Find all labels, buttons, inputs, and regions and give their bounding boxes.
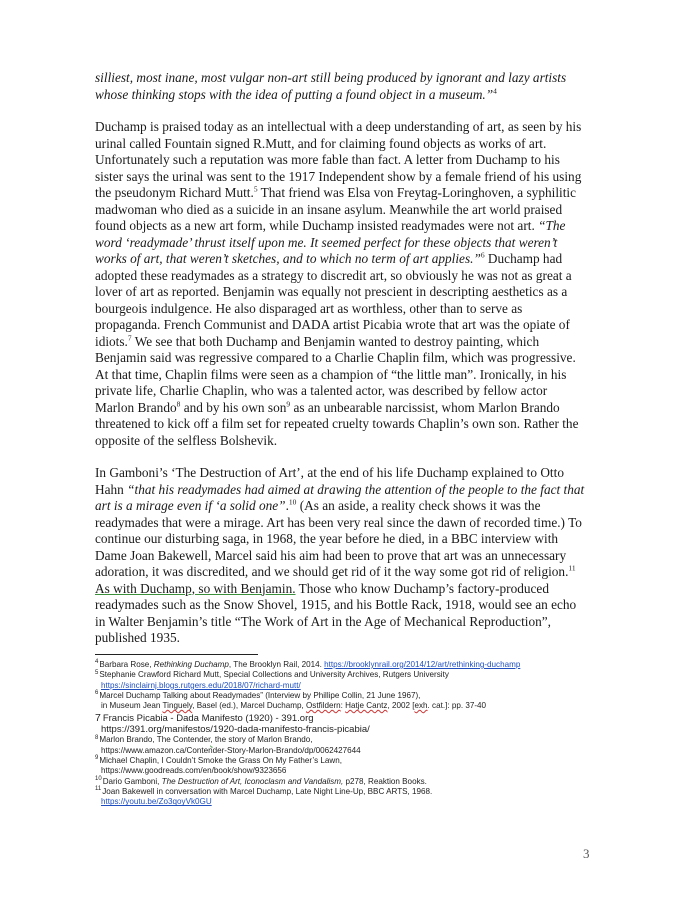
paragraph-3 (95, 465, 589, 647)
footnote-number: 9 (95, 755, 99, 762)
footnote-text: , The Brooklyn Rail, 2014. (228, 660, 325, 669)
footnote-10 (95, 777, 589, 787)
text-run: as an unbearable narcissist, whom Marlon Brando threatened to kick off a film set for repeated cruelty towards Chaplin’s own son. Rather the opposite of the selfless Bolshevik. (95, 399, 579, 448)
footnote-6 (95, 691, 589, 712)
body-text (95, 70, 589, 647)
footnote-title: Rethinking Duchamp (153, 660, 229, 669)
text-run: We see that both Duchamp and Benjamin wanted to destroy painting, which Benjamin said was regressive compared to a Charlie Chaplin film, which was progressive. At that time, Chaplin films were seen as a champion of “the little man”. Ironically, in his private life, Charlie Chaplin, who was a talented actor, was described by fellow actor Marlon Brando (95, 333, 576, 415)
footnote-8 (95, 735, 589, 756)
quote-text: silliest, most inane, most vulgar non-art still being produced by ignorant and lazy artists whose thinking stops with the idea of putting a found object in a museum.” (95, 70, 567, 102)
footnote-text: p278, Reaktion Books. (343, 776, 427, 786)
footnote-text: Marlon Brando, The Contender (99, 735, 211, 745)
text-run: That friend was Elsa von Freytag-Loringhoven, a syphilitic madwoman who died as a suicide in an insane asylum. Meanwhile the art world praised found objects as a new art form, while Duchamp insisted readymades were not art. (95, 185, 576, 233)
footnote-text: the story of Marlon Brando, (212, 735, 313, 745)
footnote-ref[interactable]: 4 (493, 86, 497, 96)
footnote-url: https://www.amazon.ca/Contender-Story-Marlon-Brando/dp/0062427644 (101, 745, 361, 755)
text-run: Duchamp had adopted these readymades as a strategy to discredit art, so obviously he was not as great a lover of art as reported. Benjamin was equally not prescient in descripting aesthetics as a bourgeois indulgence. He also disparaged art as worthless, other than to serve as propaganda. French Communist and DADA artist Picabia wrote that art was the opiate of idiots. (95, 251, 572, 349)
footnote-text: , 2002 [ (387, 701, 415, 711)
paragraph-1 (95, 70, 589, 103)
footnote-text: : (340, 701, 346, 711)
footnote-11 (95, 787, 589, 808)
footnote-ref[interactable]: 5 (253, 184, 258, 194)
footnote-title: The Destruction of Art, Iconoclasm and Vandalism, (161, 776, 344, 786)
footnote-7 (95, 713, 589, 735)
spellcheck-mark: , (210, 735, 213, 745)
footnote-ref[interactable]: 6 (480, 250, 485, 260)
footnote-4 (95, 660, 589, 670)
footnote-number: 6 (95, 690, 99, 697)
footnote-ref[interactable]: 8 (176, 399, 181, 409)
quote-text: “that his readymades had aimed at drawing the attention of the people to the fact that art is a mirage even if ‘a solid one” (95, 481, 585, 513)
underlined-phrase: As with Duchamp, so with Benjamin. (95, 580, 296, 596)
footnote-link[interactable]: https://brooklynrail.org/2014/12/art/rethinking-duchamp (324, 660, 521, 669)
footnote-number: 10 (95, 775, 102, 782)
footnote-text: , Basel (ed.), Marcel Duchamp, (192, 701, 307, 711)
footnote-link[interactable]: https://youtu.be/Zo3qoyVk0GU (101, 797, 212, 807)
footnote-url: https://391.org/manifestos/1920-dada-manifesto-francis-picabia/ (101, 724, 370, 736)
footnote-text: in Museum Jean (101, 701, 163, 711)
spellcheck-word: Hatje Cantz (345, 701, 388, 711)
text-run: and by his own son (180, 399, 287, 415)
footnote-number: 7 (95, 712, 101, 725)
footnote-link[interactable]: https://sinclairnj.blogs.rutgers.edu/2018/07/richard-mutt/ (101, 680, 301, 690)
footnote-number: 4 (95, 659, 99, 666)
spellcheck-word: exh (414, 701, 428, 711)
footnote-text: Marcel Duchamp Talking about Readymades” (Interview by Phillipe Collin, 21 June 1967), (99, 690, 421, 700)
text-run: In Gamboni’s ‘The Destruction of Art’, at the end of his life Duchamp explained to Otto Hahn (95, 465, 564, 497)
text-run: . (285, 498, 289, 513)
footnote-text: Stephanie Crawford Richard Mutt, Special Collections and University Archives, Rutgers University (99, 670, 449, 680)
footnote-number: 8 (95, 734, 99, 741)
quote-text: “The word ‘readymade’ thrust itself upon me. It seemed perfect for these objects that weren’t works of art, that weren’t sketches, and to which no term of art applies.” (95, 218, 566, 266)
footnote-separator (95, 654, 258, 655)
footnote-text: . cat.]: pp. 37-40 (427, 701, 487, 711)
spellcheck-word: Tinguely (162, 701, 193, 711)
footnote-number: 11 (95, 786, 102, 793)
spellcheck-word: Ostfildern (306, 701, 341, 711)
footnote-9 (95, 756, 589, 777)
footnote-5 (95, 670, 589, 691)
footnote-text: Dario Gamboni, (102, 776, 162, 786)
text-run: (As an aside, a reality check shows it was the readymades that were a mirage. Art has been very real since the dawn of recorded time.) To continue our disturbing saga, in 1968, the year before he died, in a BBC interview with Dame Joan Bakewell, Marcel said his aim had been to prove that art was an unnecessary adoration, it was discredited, and we should get rid of it the way some got rid of religion. (95, 498, 582, 579)
footnote-text: Joan Bakewell in conversation with Marcel Duchamp, Late Night Line-Up, BBC ARTS, 1968. (102, 786, 433, 796)
footnotes (95, 660, 589, 808)
footnote-text: Michael Chaplin, I Couldn’t Smoke the Grass On My Father’s Lawn, (99, 756, 342, 766)
text-run: Duchamp is praised today as an intellectual with a deep understanding of art, as seen by his urinal called Fountain signed R.Mutt, and for claiming found objects as works of art. Unfortunately such a reputation was more fable than fact. A letter from Duchamp to his sister says the urinal was sent to the 1917 Independent show by a female friend of his using the pseudonym Richard Mutt. (95, 119, 582, 200)
text-run: Those who know Duchamp’s factory-produced readymades such as the Snow Shovel, 1915, and his Bottle Rack, 1918, would see an echo in Walter Benjamin’s title “The Work of Art in the Age of Mechanical Reproduction”, published 1935. (95, 580, 577, 645)
footnote-url: https://www.goodreads.com/en/book/show/9323656 (101, 766, 287, 776)
footnote-number: 5 (95, 669, 99, 676)
paragraph-2 (95, 119, 589, 449)
footnote-text: Barbara Rose, (99, 660, 154, 669)
footnote-ref[interactable]: 11 (568, 563, 576, 573)
footnote-ref[interactable]: 9 (286, 399, 291, 409)
footnote-ref[interactable]: 10 (288, 497, 297, 507)
page-number: 3 (583, 846, 590, 861)
footnote-text: Francis Picabia - Dada Manifesto (1920) - 391.org (102, 713, 314, 725)
footnote-ref[interactable]: 7 (127, 333, 132, 343)
